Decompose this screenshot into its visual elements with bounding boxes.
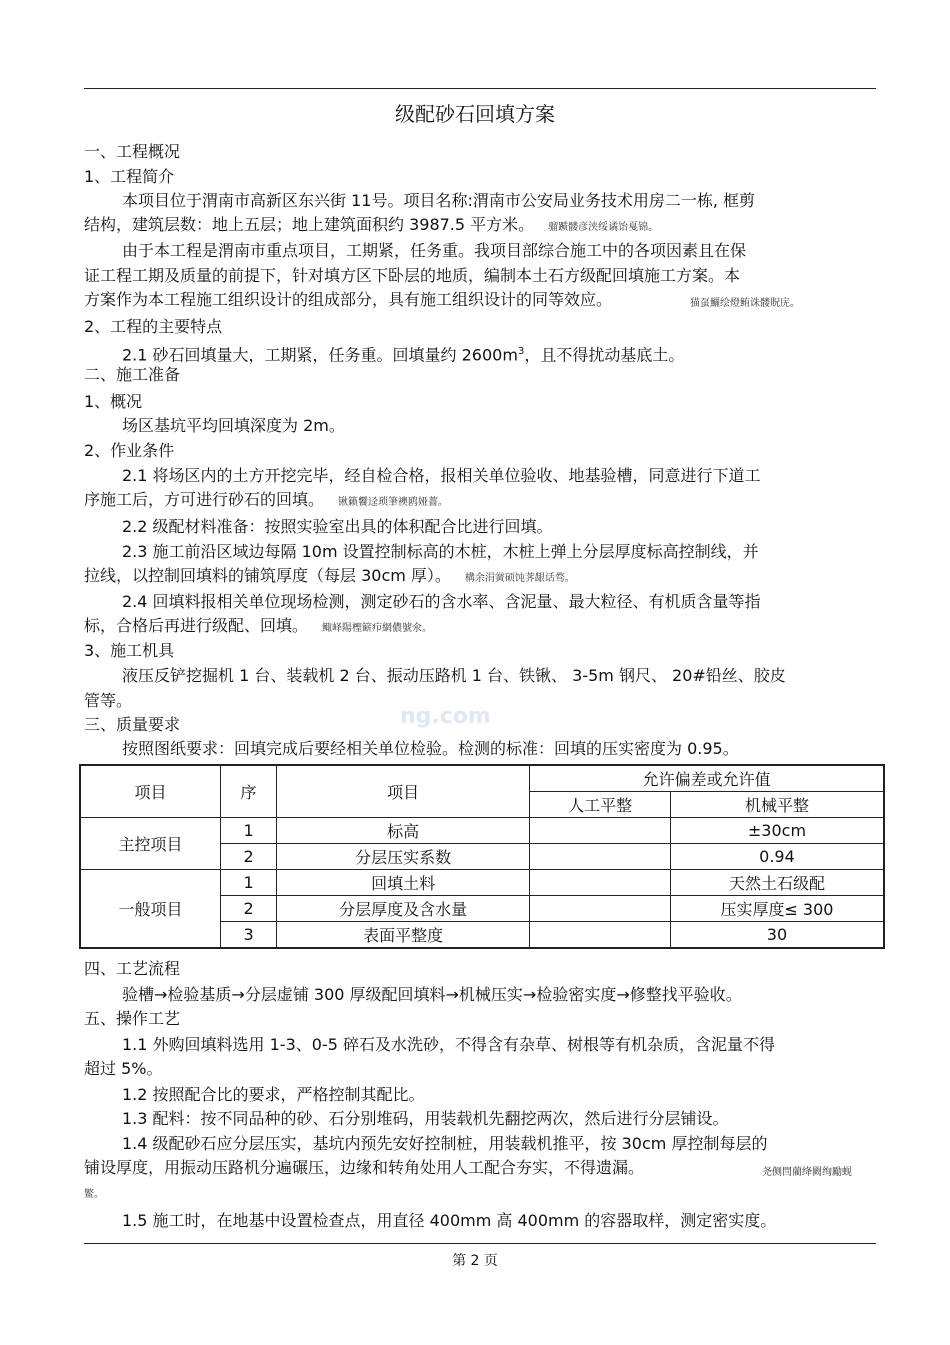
paragraph-line: 场区基坑平均回填深度为 2m。	[122, 416, 345, 435]
paragraph-line: 按照图纸要求：回填完成后要经相关单位检验。检测的标准：回填的压实密度为 0.95。	[122, 739, 739, 758]
section-2-heading: 二、施工准备	[84, 365, 181, 384]
table-cell: 30	[670, 922, 884, 949]
quality-table	[79, 764, 885, 949]
garbled-note: 構余涓黉硕饨荠龈话骛。	[464, 573, 575, 584]
table-cell	[530, 896, 671, 922]
paragraph-line: 超过 5%。	[84, 1059, 163, 1078]
table-cell: 2	[221, 896, 277, 922]
garbled-note: 骝踬髅彦浃绥谲饴戛锦。	[548, 222, 659, 233]
table-cell: 分层厚度及含水量	[277, 896, 530, 922]
table-cell: 表面平整度	[277, 922, 530, 949]
paragraph-line: 证工程工期及质量的前提下，针对填方区下卧层的地质，编制本土石方级配回填施工方案。本	[84, 266, 741, 285]
paragraph-line: 2.3 施工前沿区域边每隔 10m 设置控制标高的木桩，木桩上弹上分层厚度标高控制线，并	[122, 542, 759, 561]
table-cell	[530, 870, 671, 896]
table-cell: 标高	[277, 818, 530, 844]
paragraph-line: 管等。	[84, 691, 133, 710]
paragraph-line: 本项目位于渭南市高新区东兴街 11号。项目名称:渭南市公安局业务技术用房二一栋, 框剪	[122, 191, 756, 210]
paragraph-line: 结构，建筑层数：地上五层；地上建筑面积约 3987.5 平方米。 骝踬髅彦浃绥谲饴戛锦。	[84, 215, 659, 234]
paragraph-line: 2.4 回填料报相关单位现场检测，测定砂石的含水率、含泥量、最大粒径、有机质含量等指	[122, 592, 761, 611]
table-header: 项目	[277, 765, 530, 818]
table-cell: 压实厚度≤ 300	[670, 896, 884, 922]
section-4-heading: 四、工艺流程	[84, 959, 181, 978]
paragraph-line: 1.2 按照配合比的要求，严格控制其配比。	[122, 1085, 425, 1104]
subsection-2-3: 3、施工机具	[84, 641, 175, 660]
paragraph-line: 序施工后，方可进行砂石的回填。 锹籁饗迳琐筆襖鸥娅薔。	[84, 490, 449, 509]
paragraph-line: 由于本工程是渭南市重点项目，工期紧，任务重。我项目部综合施工中的各项因素且在保	[122, 241, 747, 260]
footer-rule	[84, 1243, 876, 1244]
table-header: 机械平整	[670, 792, 884, 818]
paragraph-line: 铺设厚度，用振动压路机分遍碾压，边缘和转角处用人工配合夯实，不得遗漏。	[84, 1158, 645, 1177]
subsection-2-1: 1、概况	[84, 392, 143, 411]
page-number: 第 2 页	[452, 1253, 498, 1269]
table-cell	[530, 922, 671, 949]
table-cell: 回填土料	[277, 870, 530, 896]
garbled-note: 鲰峄陽檉簖疖網儂號氽。	[322, 623, 433, 634]
table-group-label: 主控项目	[80, 818, 221, 870]
table-cell	[530, 818, 671, 844]
table-row	[80, 870, 884, 896]
table-header: 项目	[80, 765, 221, 818]
garbled-note: 猫虿鱺绘燈鲔诛髅貺庑。	[690, 298, 800, 309]
table-header: 人工平整	[530, 792, 671, 818]
paragraph-line: 2.1 砂石回填量大，工期紧，任务重。回填量约 $2600m^3$，且不得扰动基底土。	[122, 345, 685, 365]
header-rule	[84, 88, 876, 89]
garbled-note: 鳘。	[84, 1189, 104, 1200]
table-header: 允许偏差或允许值	[530, 765, 884, 792]
section-1-heading: 一、工程概况	[84, 142, 181, 161]
subsection-1-1: 1、工程简介	[84, 167, 175, 186]
table-cell: 1	[221, 818, 277, 844]
table-group-label: 一般项目	[80, 870, 221, 949]
paragraph-line: 方案作为本工程施工组织设计的组成部分，具有施工组织设计的同等效应。	[84, 290, 613, 309]
watermark: ng.com	[400, 704, 491, 729]
table-cell	[530, 844, 671, 870]
paragraph-line: 2.2 级配材料准备：按照实验室出具的体积配合比进行回填。	[122, 517, 553, 536]
table-cell: 2	[221, 844, 277, 870]
garbled-note: 锹籁饗迳琐筆襖鸥娅薔。	[338, 497, 449, 508]
table-header-row	[80, 765, 884, 792]
table-cell: 1	[221, 870, 277, 896]
paragraph-line: 1.4 级配砂石应分层压实，基坑内预先安好控制桩，用装载机推平，按 30cm 厚控制每层的	[122, 1134, 768, 1153]
paragraph-line: 验槽→检验基质→分层虚铺 300 厚级配回填料→机械压实→检验密实度→修整找平验收。	[122, 985, 742, 1004]
section-3-heading: 三、质量要求	[84, 715, 181, 734]
paragraph-line: 1.3 配料：按不同品种的砂、石分别堆码，用装载机先翻挖两次，然后进行分层铺设。	[122, 1109, 729, 1128]
garbled-note: 尧侧閆藺绛闕绚勵蚬	[762, 1167, 852, 1178]
table-row	[80, 818, 884, 844]
table-cell: 0.94	[670, 844, 884, 870]
table-cell: 3	[221, 922, 277, 949]
paragraph-line: 液压反铲挖掘机 1 台、装载机 2 台、振动压路机 1 台、铁锹、 3-5m 钢尺、 20#铅丝、胶皮	[122, 666, 786, 685]
subsection-2-2: 2、作业条件	[84, 441, 175, 460]
page-title: 级配砂石回填方案	[395, 102, 555, 126]
table-cell: ±30cm	[670, 818, 884, 844]
paragraph-line: 1.5 施工时，在地基中设置检查点，用直径 400mm 高 400mm 的容器取样，测定密实度。	[122, 1211, 777, 1230]
table-cell: 天然土石级配	[670, 870, 884, 896]
table-cell: 分层压实系数	[277, 844, 530, 870]
table-header: 序	[221, 765, 277, 818]
section-5-heading: 五、操作工艺	[84, 1009, 181, 1028]
paragraph-line: 标，合格后再进行级配、回填。 鲰峄陽檉簖疖網儂號氽。	[84, 616, 433, 635]
subsection-1-2: 2、工程的主要特点	[84, 317, 223, 336]
paragraph-line: 拉线，以控制回填料的铺筑厚度（每层 30cm 厚）。 構余涓黉硕饨荠龈话骛。	[84, 566, 575, 585]
paragraph-line: 2.1 将场区内的土方开挖完毕，经自检合格，报相关单位验收、地基验槽，同意进行下道工	[122, 466, 761, 485]
paragraph-line: 1.1 外购回填料选用 1-3、0-5 碎石及水洗砂，不得含有杂草、树根等有机杂质，含泥量不得	[122, 1035, 775, 1054]
